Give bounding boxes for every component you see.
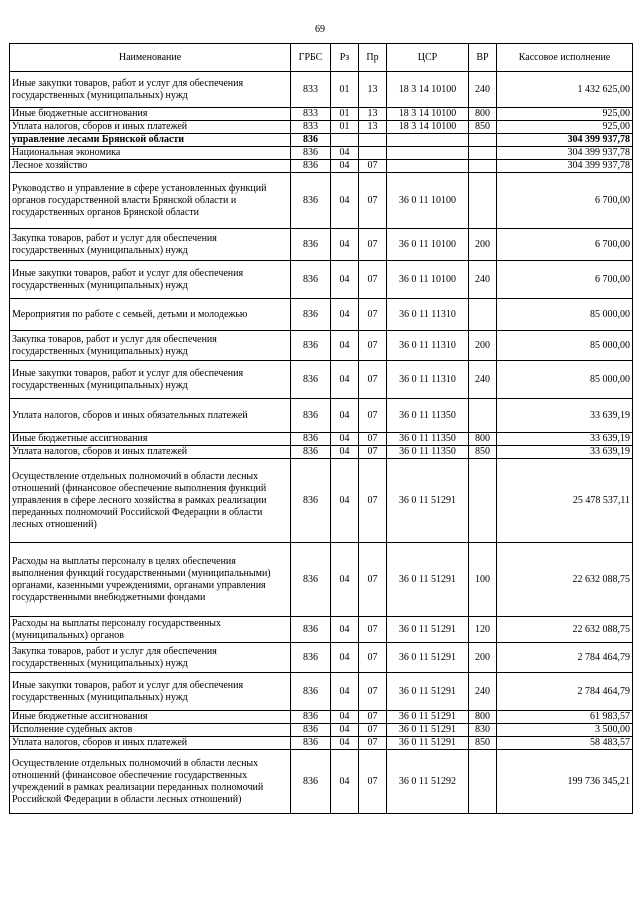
header-name: Наименование [10, 44, 291, 72]
cell-grbs: 833 [291, 108, 331, 121]
cell-rz: 04 [331, 459, 359, 543]
cell-pr: 07 [359, 433, 387, 446]
table-row [10, 229, 633, 261]
cell-rz: 01 [331, 72, 359, 108]
cell-rz: 04 [331, 147, 359, 160]
table-row [10, 673, 633, 711]
cell-vr: 850 [469, 121, 497, 134]
page-number: 69 [315, 24, 325, 35]
cell-rz: 04 [331, 361, 359, 399]
cell-vr: 850 [469, 446, 497, 459]
cell-csr: 36 0 11 51291 [387, 617, 469, 643]
cell-grbs: 836 [291, 173, 331, 229]
cell-amount: 33 639,19 [497, 446, 633, 459]
cell-pr: 07 [359, 160, 387, 173]
cell-pr: 07 [359, 459, 387, 543]
cell-vr: 800 [469, 433, 497, 446]
cell-csr: 18 3 14 10100 [387, 108, 469, 121]
cell-pr: 13 [359, 121, 387, 134]
cell-pr: 07 [359, 399, 387, 433]
cell-csr: 36 0 11 51291 [387, 459, 469, 543]
table-row [10, 750, 633, 814]
cell-grbs: 836 [291, 433, 331, 446]
cell-grbs: 836 [291, 331, 331, 361]
cell-csr [387, 160, 469, 173]
cell-csr: 36 0 11 11310 [387, 299, 469, 331]
cell-amount: 85 000,00 [497, 299, 633, 331]
table-row [10, 433, 633, 446]
cell-vr: 200 [469, 229, 497, 261]
cell-amount: 1 432 625,00 [497, 72, 633, 108]
cell-amount: 6 700,00 [497, 261, 633, 299]
cell-csr: 36 0 11 51291 [387, 543, 469, 617]
cell-grbs: 836 [291, 134, 331, 147]
table-row [10, 617, 633, 643]
cell-pr: 07 [359, 711, 387, 724]
cell-vr [469, 459, 497, 543]
cell-rz: 04 [331, 399, 359, 433]
table-row [10, 399, 633, 433]
cell-csr: 36 0 11 10100 [387, 229, 469, 261]
cell-amount: 61 983,57 [497, 711, 633, 724]
cell-amount: 2 784 464,79 [497, 673, 633, 711]
header-vr: ВР [469, 44, 497, 72]
cell-rz: 01 [331, 108, 359, 121]
cell-csr: 36 0 11 51291 [387, 711, 469, 724]
cell-name: Закупка товаров, работ и услуг для обеспечения государственных (муниципальных) нужд [10, 331, 291, 361]
cell-name: Иные закупки товаров, работ и услуг для обеспечения государственных (муниципальных) нужд [10, 261, 291, 299]
cell-amount: 304 399 937,78 [497, 160, 633, 173]
cell-amount: 25 478 537,11 [497, 459, 633, 543]
cell-name: Уплата налогов, сборов и иных обязательных платежей [10, 399, 291, 433]
table-row [10, 173, 633, 229]
cell-amount: 925,00 [497, 121, 633, 134]
cell-pr: 07 [359, 617, 387, 643]
cell-name: Иные бюджетные ассигнования [10, 711, 291, 724]
table-body [10, 72, 633, 814]
cell-grbs: 836 [291, 147, 331, 160]
cell-name: Мероприятия по работе с семьей, детьми и молодежью [10, 299, 291, 331]
cell-rz: 04 [331, 711, 359, 724]
cell-grbs: 836 [291, 724, 331, 737]
cell-grbs: 836 [291, 299, 331, 331]
header-rz: Рз [331, 44, 359, 72]
cell-vr: 240 [469, 361, 497, 399]
cell-grbs: 836 [291, 711, 331, 724]
table-row [10, 543, 633, 617]
cell-vr: 850 [469, 737, 497, 750]
cell-grbs: 836 [291, 673, 331, 711]
cell-rz: 04 [331, 229, 359, 261]
table-row [10, 299, 633, 331]
cell-rz: 04 [331, 160, 359, 173]
cell-name: Осуществление отдельных полномочий в области лесных отношений (финансовое обеспечение государственных учреждений в рамках реализации переданных полномочий Российской Федерации в области лесных отношений) [10, 750, 291, 814]
table-row [10, 134, 633, 147]
cell-rz: 04 [331, 299, 359, 331]
table-row [10, 459, 633, 543]
cell-name: Иные закупки товаров, работ и услуг для обеспечения государственных (муниципальных) нужд [10, 361, 291, 399]
cell-pr: 13 [359, 108, 387, 121]
cell-csr: 36 0 11 51291 [387, 737, 469, 750]
cell-pr: 07 [359, 643, 387, 673]
cell-pr: 07 [359, 173, 387, 229]
cell-csr [387, 134, 469, 147]
header-row [10, 44, 633, 72]
table-row [10, 147, 633, 160]
table-row [10, 331, 633, 361]
cell-amount: 22 632 088,75 [497, 617, 633, 643]
cell-vr [469, 299, 497, 331]
cell-name: Исполнение судебных актов [10, 724, 291, 737]
cell-rz [331, 134, 359, 147]
cell-csr: 36 0 11 10100 [387, 173, 469, 229]
table-row [10, 261, 633, 299]
cell-vr: 100 [469, 543, 497, 617]
cell-rz: 04 [331, 331, 359, 361]
cell-csr: 18 3 14 10100 [387, 72, 469, 108]
header-pr: Пр [359, 44, 387, 72]
cell-pr: 07 [359, 724, 387, 737]
cell-grbs: 836 [291, 160, 331, 173]
cell-rz: 04 [331, 446, 359, 459]
cell-pr: 07 [359, 543, 387, 617]
cell-name: Иные закупки товаров, работ и услуг для обеспечения государственных (муниципальных) нужд [10, 72, 291, 108]
cell-grbs: 836 [291, 261, 331, 299]
cell-rz: 01 [331, 121, 359, 134]
cell-rz: 04 [331, 543, 359, 617]
cell-pr: 07 [359, 331, 387, 361]
cell-grbs: 836 [291, 737, 331, 750]
header-csr: ЦСР [387, 44, 469, 72]
cell-pr: 07 [359, 737, 387, 750]
cell-vr: 120 [469, 617, 497, 643]
cell-csr: 36 0 11 11350 [387, 399, 469, 433]
cell-pr: 07 [359, 299, 387, 331]
cell-grbs: 833 [291, 72, 331, 108]
table-row [10, 724, 633, 737]
cell-vr [469, 399, 497, 433]
cell-name: Иные закупки товаров, работ и услуг для обеспечения государственных (муниципальных) нужд [10, 673, 291, 711]
cell-amount: 33 639,19 [497, 399, 633, 433]
cell-csr: 36 0 11 11310 [387, 361, 469, 399]
cell-amount: 304 399 937,78 [497, 134, 633, 147]
cell-vr: 200 [469, 331, 497, 361]
cell-vr: 240 [469, 673, 497, 711]
cell-name: Национальная экономика [10, 147, 291, 160]
cell-csr: 36 0 11 51292 [387, 750, 469, 814]
cell-pr: 13 [359, 72, 387, 108]
cell-rz: 04 [331, 173, 359, 229]
cell-rz: 04 [331, 750, 359, 814]
cell-vr [469, 147, 497, 160]
cell-name: Уплата налогов, сборов и иных платежей [10, 737, 291, 750]
cell-amount: 304 399 937,78 [497, 147, 633, 160]
cell-csr: 36 0 11 11350 [387, 433, 469, 446]
cell-amount: 58 483,57 [497, 737, 633, 750]
table-row [10, 446, 633, 459]
cell-name: Уплата налогов, сборов и иных платежей [10, 121, 291, 134]
cell-csr: 36 0 11 51291 [387, 724, 469, 737]
cell-rz: 04 [331, 737, 359, 750]
cell-pr: 07 [359, 673, 387, 711]
table-row [10, 121, 633, 134]
cell-grbs: 836 [291, 399, 331, 433]
table-row [10, 361, 633, 399]
cell-csr [387, 147, 469, 160]
cell-csr: 36 0 11 10100 [387, 261, 469, 299]
cell-vr [469, 134, 497, 147]
cell-vr: 800 [469, 711, 497, 724]
cell-name: Расходы на выплаты персоналу в целях обеспечения выполнения функций государственными (муниципальными) органами, казенными учреждениями, органами управления государственными внебюджетными фондами [10, 543, 291, 617]
cell-grbs: 836 [291, 229, 331, 261]
cell-csr: 36 0 11 51291 [387, 643, 469, 673]
cell-csr: 36 0 11 51291 [387, 673, 469, 711]
cell-grbs: 833 [291, 121, 331, 134]
cell-name: Осуществление отдельных полномочий в области лесных отношений (финансовое обеспечение выполнения функций управления в сфере лесного хозяйства в рамках реализации переданных полномочий Российской Федерации в области лесных отношений) [10, 459, 291, 543]
cell-amount: 199 736 345,21 [497, 750, 633, 814]
cell-rz: 04 [331, 673, 359, 711]
cell-grbs: 836 [291, 459, 331, 543]
cell-vr: 200 [469, 643, 497, 673]
cell-pr: 07 [359, 446, 387, 459]
cell-vr: 240 [469, 72, 497, 108]
cell-amount: 33 639,19 [497, 433, 633, 446]
cell-amount: 85 000,00 [497, 331, 633, 361]
cell-pr: 07 [359, 229, 387, 261]
cell-amount: 85 000,00 [497, 361, 633, 399]
cell-pr: 07 [359, 261, 387, 299]
cell-amount: 3 500,00 [497, 724, 633, 737]
cell-vr [469, 173, 497, 229]
cell-name: Руководство и управление в сфере установленных функций органов государственной власти Брянской области и государственных органов Брянской области [10, 173, 291, 229]
cell-amount: 925,00 [497, 108, 633, 121]
cell-vr: 800 [469, 108, 497, 121]
table-row [10, 72, 633, 108]
cell-name: Расходы на выплаты персоналу государственных (муниципальных) органов [10, 617, 291, 643]
cell-csr: 18 3 14 10100 [387, 121, 469, 134]
table-row [10, 737, 633, 750]
cell-pr [359, 134, 387, 147]
cell-rz: 04 [331, 261, 359, 299]
budget-table [9, 43, 633, 814]
cell-amount: 6 700,00 [497, 173, 633, 229]
cell-pr: 07 [359, 361, 387, 399]
cell-name: Лесное хозяйство [10, 160, 291, 173]
cell-name: управление лесами Брянской области [10, 134, 291, 147]
cell-rz: 04 [331, 643, 359, 673]
cell-grbs: 836 [291, 617, 331, 643]
cell-grbs: 836 [291, 361, 331, 399]
cell-grbs: 836 [291, 643, 331, 673]
header-grbs: ГРБС [291, 44, 331, 72]
cell-name: Закупка товаров, работ и услуг для обеспечения государственных (муниципальных) нужд [10, 643, 291, 673]
cell-rz: 04 [331, 724, 359, 737]
table-row [10, 711, 633, 724]
cell-amount: 2 784 464,79 [497, 643, 633, 673]
cell-pr [359, 147, 387, 160]
cell-csr: 36 0 11 11350 [387, 446, 469, 459]
cell-rz: 04 [331, 617, 359, 643]
cell-grbs: 836 [291, 750, 331, 814]
cell-vr: 830 [469, 724, 497, 737]
cell-rz: 04 [331, 433, 359, 446]
cell-amount: 22 632 088,75 [497, 543, 633, 617]
cell-vr [469, 750, 497, 814]
cell-name: Иные бюджетные ассигнования [10, 433, 291, 446]
table-row [10, 160, 633, 173]
cell-grbs: 836 [291, 543, 331, 617]
cell-vr: 240 [469, 261, 497, 299]
table-row [10, 108, 633, 121]
header-amount: Кассовое исполнение [497, 44, 633, 72]
cell-vr [469, 160, 497, 173]
cell-amount: 6 700,00 [497, 229, 633, 261]
cell-pr: 07 [359, 750, 387, 814]
cell-name: Уплата налогов, сборов и иных платежей [10, 446, 291, 459]
cell-csr: 36 0 11 11310 [387, 331, 469, 361]
cell-name: Иные бюджетные ассигнования [10, 108, 291, 121]
table-row [10, 643, 633, 673]
cell-grbs: 836 [291, 446, 331, 459]
cell-name: Закупка товаров, работ и услуг для обеспечения государственных (муниципальных) нужд [10, 229, 291, 261]
